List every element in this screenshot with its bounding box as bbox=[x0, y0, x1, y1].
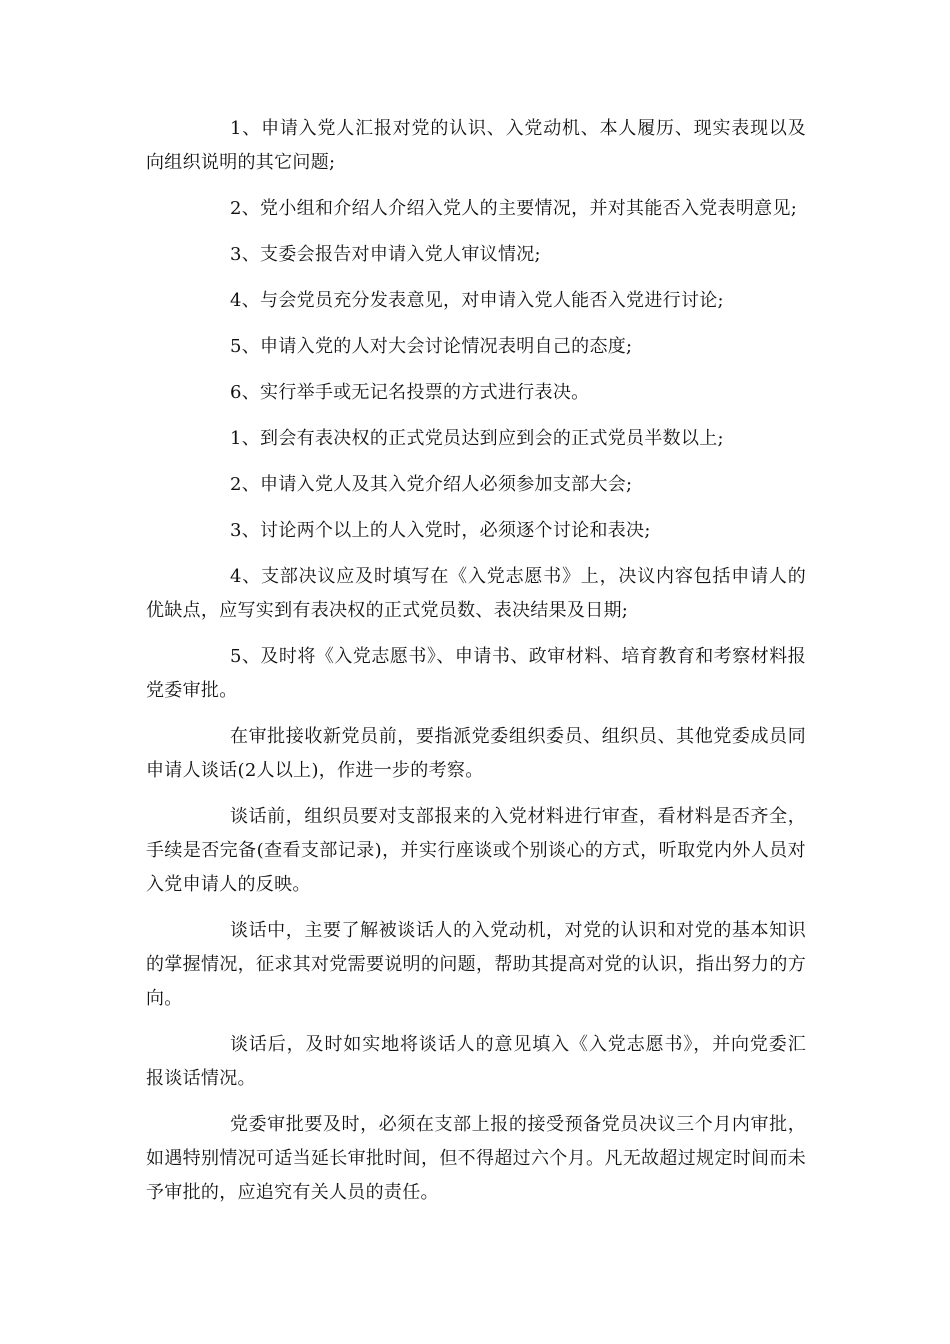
paragraph: 谈话中，主要了解被谈话人的入党动机，对党的认识和对党的基本知识的掌握情况，征求其对党需要说明的问题，帮助其提高对党的认识，指出努力的方向。 bbox=[146, 920, 806, 1009]
paragraph: 谈话后，及时如实地将谈话人的意见填入《入党志愿书》，并向党委汇报谈话情况。 bbox=[146, 1034, 806, 1089]
paragraph: 党委审批要及时，必须在支部上报的接受预备党员决议三个月内审批，如遇特别情况可适当延长审批时间，但不得超过六个月。凡无故超过规定时间而未予审批的，应追究有关人员的责任。 bbox=[146, 1114, 806, 1203]
paragraph: 3、支委会报告对申请入党人审议情况; bbox=[230, 244, 541, 265]
paragraph: 2、党小组和介绍人介绍入党人的主要情况，并对其能否入党表明意见; bbox=[230, 198, 798, 219]
paragraph: 6、实行举手或无记名投票的方式进行表决。 bbox=[230, 382, 590, 403]
paragraph: 1、到会有表决权的正式党员达到应到会的正式党员半数以上; bbox=[230, 428, 724, 449]
paragraph: 在审批接收新党员前，要指派党委组织委员、组织员、其他党委成员同申请人谈话(2人以上)，作进一步的考察。 bbox=[146, 726, 806, 781]
paragraph: 3、讨论两个以上的人入党时，必须逐个讨论和表决; bbox=[230, 520, 651, 541]
paragraph: 2、申请入党人及其入党介绍人必须参加支部大会; bbox=[230, 474, 633, 495]
document-body bbox=[146, 112, 806, 1222]
paragraph: 5、申请入党的人对大会讨论情况表明自己的态度; bbox=[230, 336, 633, 357]
paragraph: 4、与会党员充分发表意见，对申请入党人能否入党进行讨论; bbox=[230, 290, 724, 311]
paragraph: 4、支部决议应及时填写在《入党志愿书》上，决议内容包括申请人的优缺点，应写实到有表决权的正式党员数、表决结果及日期; bbox=[146, 566, 806, 621]
paragraph: 1、申请入党人汇报对党的认识、入党动机、本人履历、现实表现以及向组织说明的其它问题; bbox=[146, 118, 806, 173]
paragraph: 5、及时将《入党志愿书》、申请书、政审材料、培育教育和考察材料报党委审批。 bbox=[146, 646, 806, 701]
paragraph: 谈话前，组织员要对支部报来的入党材料进行审查，看材料是否齐全，手续是否完备(查看支部记录)，并实行座谈或个别谈心的方式，听取党内外人员对入党申请人的反映。 bbox=[146, 806, 806, 895]
